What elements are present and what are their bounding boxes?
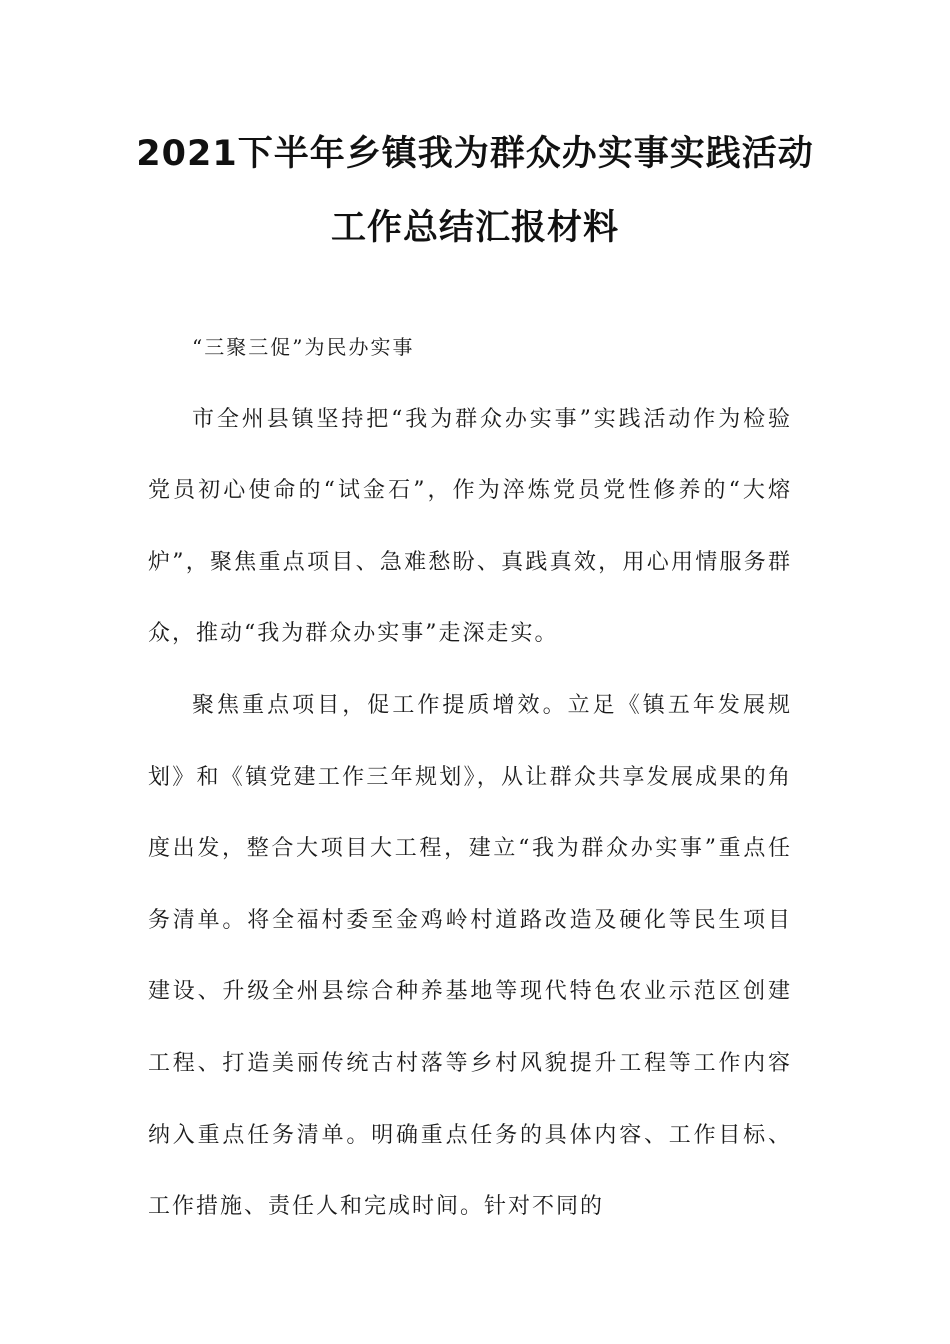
paragraph-key-projects: 聚焦重点项目，促工作提质增效。立足《镇五年发展规划》和《镇党建工作三年规划》，从让群众共享发展成果的角度出发，整合大项目大工程，建立“我为群众办实事”重点任务清单。将全福村委至金鸡岭村道路改造及硬化等民生项目建设、升级全州县综合种养基地等现代特色农业示范区创建工程、打造美丽传统古村落等乡村风貌提升工程等工作内容纳入重点任务清单。明确重点任务的具体内容、工作目标、工作措施、责任人和完成时间。针对不同的 xyxy=(148,692,792,1220)
document-title-line-1: 2021下半年乡镇我为群众办实事实践活动 xyxy=(136,134,814,174)
document-title-line-2: 工作总结汇报材料 xyxy=(330,208,619,248)
section-subtitle: “三聚三促”为民办实事 xyxy=(192,335,415,359)
paragraph-intro: 市全州县镇坚持把“我为群众办实事”实践活动作为检验党员初心使命的“试金石”，作为淬炼党员党性修养的“大熔炉”，聚焦重点项目、急难愁盼、真践真效，用心用情服务群众，推动“我为群众办实事”走深走实。 xyxy=(148,406,792,647)
document-body xyxy=(148,312,792,1243)
